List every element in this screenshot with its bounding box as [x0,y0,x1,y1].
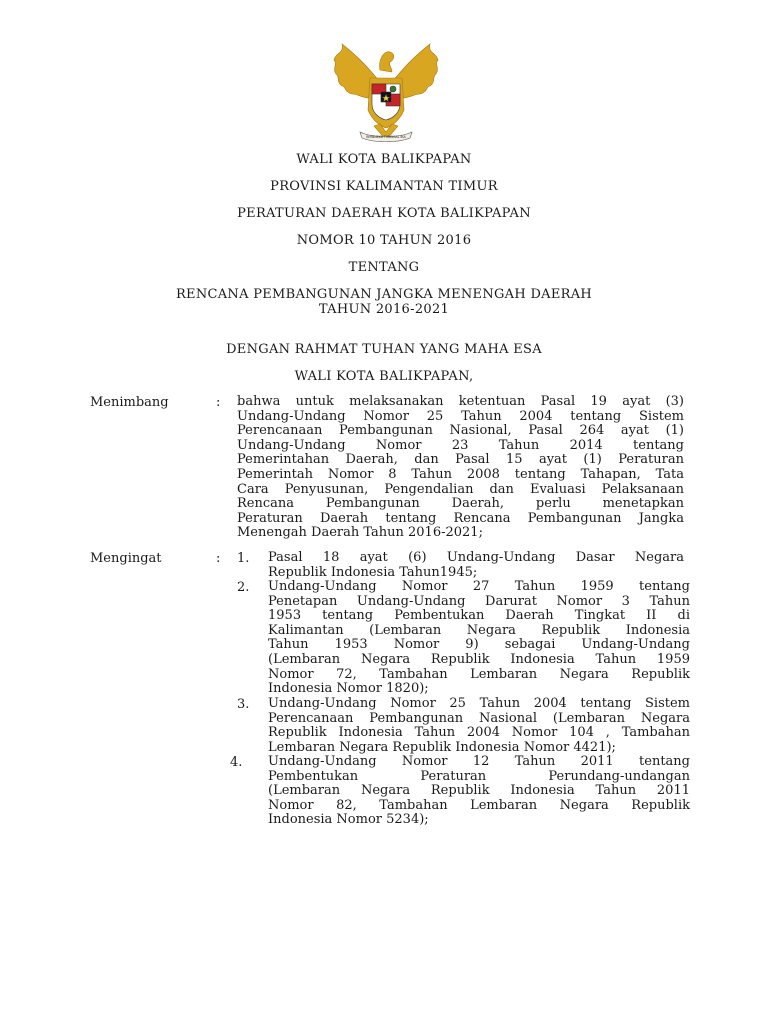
mengingat-item-3 [268,697,690,755]
mengingat-item-line: Lembaran Negara Republik Indonesia Nomor 4421); [268,739,616,755]
menimbang-paragraph [237,395,684,541]
menimbang-line: Pemerintahan Daerah, dan Pasal 15 ayat (1) Peraturan [237,452,684,468]
mengingat-item-3-number: 3. [237,697,250,712]
menimbang-line: bahwa untuk melaksanakan ketentuan Pasal 19 ayat (3) [237,394,684,409]
header-line-6: RENCANA PEMBANGUNAN JANGKA MENENGAH DAERAH [175,287,593,302]
mengingat-item-line: (Lembaran Negara Republik Indonesia Tahun 2011 [268,783,690,799]
mengingat-item-2 [268,580,690,697]
header-line-5: TENTANG [348,260,420,275]
header-line-2: PROVINSI KALIMANTAN TIMUR [270,179,498,194]
mengingat-item-line: Undang-Undang Nomor 25 Tahun 2004 tentang Sistem [268,696,690,711]
mengingat-item-line: Pasal 18 ayat (6) Undang-Undang Dasar Negara [268,550,684,565]
mengingat-item-line: Nomor 72, Tambahan Lembaran Negara Republik [268,666,690,682]
menimbang-line: Perencanaan Pembangunan Nasional, Pasal 264 ayat (1) [237,423,684,439]
mengingat-item-line: Penetapan Undang-Undang Darurat Nomor 3 Tahun [268,593,690,609]
menimbang-line: Rencana Pembangunan Daerah, perlu menetapkan [237,496,684,512]
mengingat-item-line: Kalimantan (Lembaran Negara Republik Indonesia [268,622,690,638]
header-line-4: NOMOR 10 TAHUN 2016 [296,233,472,248]
mengingat-item-line: Republik Indonesia Tahun1945; [268,564,478,580]
menimbang-line: Undang-Undang Nomor 25 Tahun 2004 tentang Sistem [237,408,684,424]
mengingat-item-line: Indonesia Nomor 1820); [268,681,429,697]
menimbang-line: Cara Penyusunan, Pengendalian dan Evaluasi Pelaksanaan [237,481,684,497]
mengingat-item-line: Undang-Undang Nomor 27 Tahun 1959 tentang [268,579,690,594]
header-line-1: WALI KOTA BALIKPAPAN [296,152,472,167]
menimbang-label: Menimbang [90,395,169,410]
mengingat-colon: : [216,551,221,566]
header-line-3: PERATURAN DAERAH KOTA BALIKPAPAN [237,206,531,221]
mengingat-item-line: Republik Indonesia Tahun 2004 Nomor 104 , Tambahan [268,725,690,741]
mengingat-item-4-number: 4. [230,755,243,770]
garuda-emblem-icon [330,40,442,144]
mengingat-item-line: (Lembaran Negara Republik Indonesia Tahun 1959 [268,651,690,667]
mengingat-item-line: Undang-Undang Nomor 12 Tahun 2011 tentang [268,754,690,769]
emblem-banner-text: BHINNEKA TUNGGAL IKA [366,135,406,139]
menimbang-line: Peraturan Daerah tentang Rencana Pembangunan Jangka [237,510,684,526]
mengingat-item-line: Tahun 1953 Nomor 9) sebagai Undang-Undang [268,637,690,653]
mengingat-item-line: Indonesia Nomor 5234); [268,812,429,828]
mengingat-item-4 [268,755,690,828]
mengingat-item-line: Pembentukan Peraturan Perundang-undangan [268,768,690,784]
menimbang-colon: : [216,395,221,410]
menimbang-line: Pemerintah Nomor 8 Tahun 2008 tentang Tahapan, Tata [237,466,684,482]
header-line-8: DENGAN RAHMAT TUHAN YANG MAHA ESA [226,342,542,357]
mengingat-item-line: 1953 tentang Pembentukan Daerah Tingkat II di [268,608,690,624]
mengingat-item-2-number: 2. [237,580,250,595]
mengingat-item-1 [268,551,684,580]
mengingat-item-1-number: 1. [237,551,250,566]
mengingat-item-line: Nomor 82, Tambahan Lembaran Negara Republik [268,797,690,813]
menimbang-line: Undang-Undang Nomor 23 Tahun 2014 tentang [237,437,684,453]
mengingat-item-line: Perencanaan Pembangunan Nasional (Lembaran Negara [268,710,690,726]
header-line-7: TAHUN 2016-2021 [318,302,450,317]
header-line-9: WALI KOTA BALIKPAPAN, [294,369,474,384]
mengingat-label: Mengingat [90,551,162,566]
menimbang-line: Menengah Daerah Tahun 2016-2021; [237,525,483,541]
